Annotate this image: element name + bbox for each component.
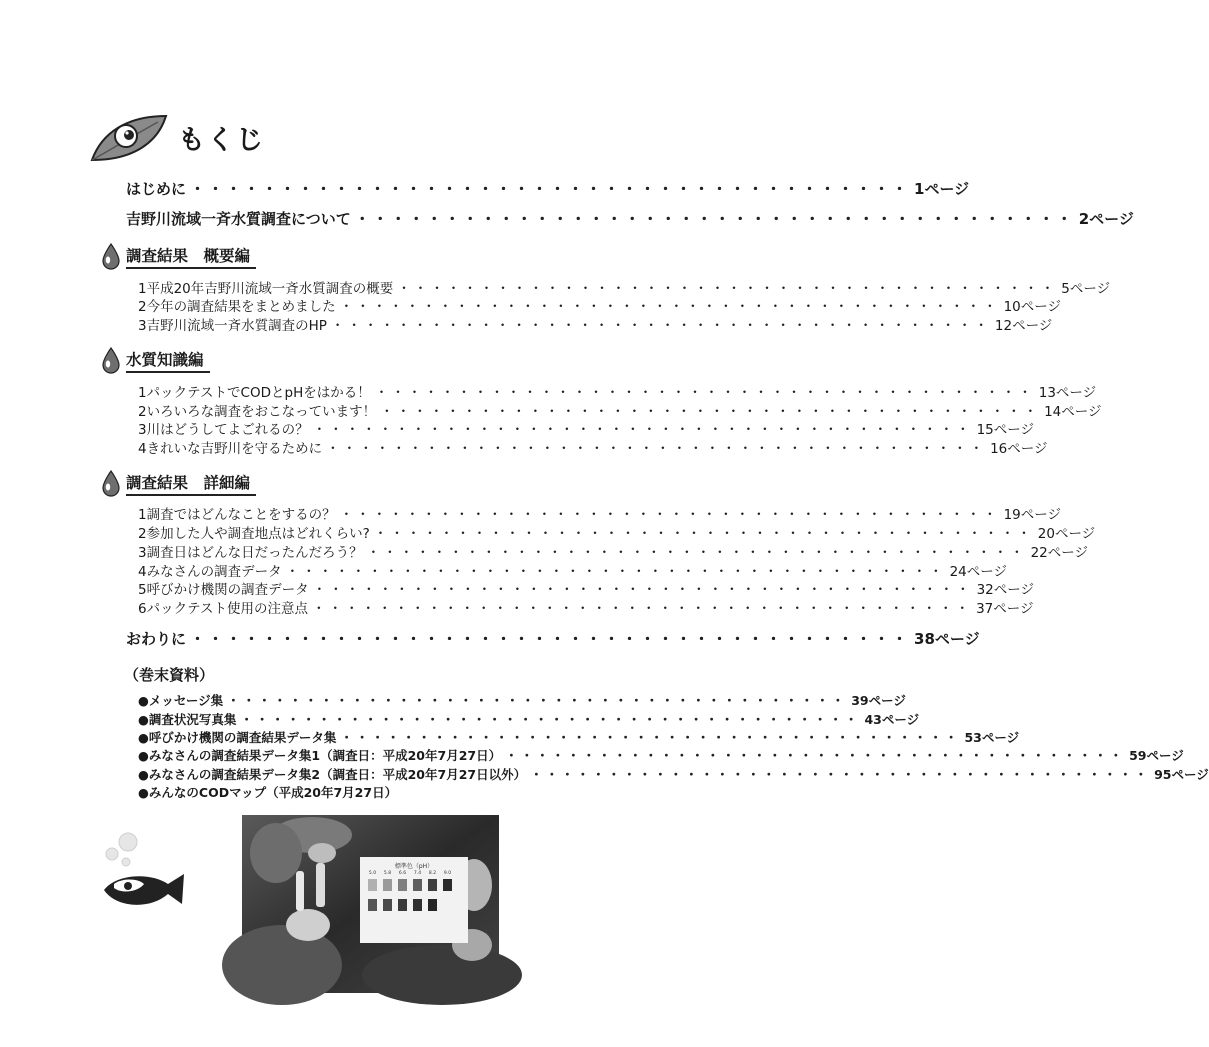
toc-label: ●みなさんの調査結果データ集1（調査日：平成20年7月27日）: [138, 748, 502, 763]
toc-label: 吉野川流域一斉水質調査のHP: [146, 318, 327, 334]
toc-page: 37ページ: [976, 601, 1034, 617]
toc-label: ●調査状況写真集: [138, 712, 237, 727]
toc-label: おわりに: [126, 630, 187, 648]
toc-page: 12ページ: [994, 318, 1053, 334]
scale-label: 8.2: [428, 871, 437, 876]
water-drop-icon: [100, 346, 122, 374]
color-swatch: [413, 879, 422, 891]
toc-label: はじめに: [126, 180, 187, 198]
toc-page: 43ページ: [864, 712, 920, 727]
leader-dots: ・・・・・・・・・・・・・・・・・・・・・・・・・・・・・・・・・・・・・・・・: [285, 564, 946, 580]
toc-label: いろいろな調査をおこなっています！: [146, 404, 377, 420]
appendix-title: （巻末資料）: [124, 666, 215, 684]
toc-page: 1ページ: [914, 180, 970, 198]
toc-page: 32ページ: [976, 582, 1035, 598]
toc-page: 13ページ: [1038, 385, 1097, 401]
toc-label: ●メッセージ集: [138, 693, 224, 708]
leader-dots: ・・・・・・・・・・・・・・・・・・・・・・・・・・・・・・・・・・・・・・・・: [326, 441, 987, 457]
color-swatch: [383, 899, 392, 911]
toc-item[interactable]: [138, 314, 1053, 334]
leader-dots: ・・・・・・・・・・・・・・・・・・・・・・・・・・・・・・・・・・・・・・・・: [505, 748, 1126, 763]
toc-page: 14ページ: [1044, 404, 1102, 420]
toc-label: 調査ではどんなことをするの？: [146, 507, 336, 523]
toc-label: パックテスト使用の注意点: [146, 601, 309, 617]
toc-label: ●みんなのCODマップ（平成20年7月27日）: [138, 785, 398, 800]
toc-label: ●呼びかけ機関の調査結果データ集: [138, 730, 337, 745]
toc-label: パックテストでCODとpHをはかる！: [146, 385, 371, 401]
toc-page: 10ページ: [1003, 299, 1062, 315]
scale-label: 5.0: [368, 871, 377, 876]
leader-dots: ・・・・・・・・・・・・・・・・・・・・・・・・・・・・・・・・・・・・・・・・: [190, 180, 911, 198]
color-swatch: [368, 879, 377, 891]
toc-entry-about[interactable]: [126, 208, 1134, 229]
item-number: 3: [138, 545, 147, 561]
leaf-eye-icon: [88, 110, 170, 166]
toc-label: 吉野川流域一斉水質調査について: [126, 210, 351, 228]
toc-label: 調査日はどんな日だったんだろう？: [146, 545, 363, 561]
toc-page: 59ページ: [1129, 748, 1184, 763]
toc-page: 15ページ: [976, 422, 1035, 438]
leader-dots: ・・・・・・・・・・・・・・・・・・・・・・・・・・・・・・・・・・・・・・・・: [339, 299, 1000, 315]
color-swatch: [398, 879, 407, 891]
section-heading-details: [100, 469, 256, 497]
toc-entry-closing[interactable]: [126, 628, 980, 649]
toc-page: 95ページ: [1154, 767, 1209, 782]
leader-dots: ・・・・・・・・・・・・・・・・・・・・・・・・・・・・・・・・・・・・・・・・: [312, 582, 973, 598]
item-number: 4: [138, 564, 147, 580]
leader-dots: ・・・・・・・・・・・・・・・・・・・・・・・・・・・・・・・・・・・・・・・・: [374, 385, 1035, 401]
toc-item[interactable]: [138, 400, 1102, 420]
toc-item[interactable]: [138, 277, 1111, 297]
color-swatch: [428, 899, 437, 911]
water-drop-icon: [100, 469, 122, 497]
toc-item[interactable]: [138, 541, 1089, 561]
toc-page: 38ページ: [914, 630, 980, 648]
item-number: 4: [138, 441, 147, 457]
toc-page: 16ページ: [990, 441, 1048, 457]
toc-page: 20ページ: [1037, 526, 1096, 542]
item-number: 5: [138, 582, 147, 598]
toc-page: 53ページ: [964, 730, 1020, 745]
toc-item[interactable]: [138, 295, 1062, 315]
toc-page: 2ページ: [1078, 210, 1134, 228]
leader-dots: ・・・・・・・・・・・・・・・・・・・・・・・・・・・・・・・・・・・・・・・・: [240, 712, 861, 727]
item-number: 3: [138, 318, 147, 334]
appendix-item[interactable]: [138, 710, 920, 728]
section-title: 調査結果 詳細編: [126, 471, 256, 496]
toc-label: ●みなさんの調査結果データ集2（調査日：平成20年7月27日以外）: [138, 767, 527, 782]
leader-dots: ・・・・・・・・・・・・・・・・・・・・・・・・・・・・・・・・・・・・・・・・: [380, 404, 1041, 420]
color-swatch: [413, 899, 422, 911]
toc-item[interactable]: [138, 578, 1035, 598]
toc-page: 19ページ: [1003, 507, 1062, 523]
appendix-item[interactable]: [138, 746, 1184, 764]
leader-dots: ・・・・・・・・・・・・・・・・・・・・・・・・・・・・・・・・・・・・・・・・: [530, 767, 1151, 782]
scale-label: 5.8: [383, 871, 392, 876]
toc-label: みなさんの調査データ: [146, 564, 282, 580]
item-number: 6: [138, 601, 147, 617]
toc-item[interactable]: [138, 560, 1008, 580]
toc-page: 5ページ: [1061, 281, 1111, 297]
ph-color-card: [360, 857, 468, 943]
leader-dots: ・・・・・・・・・・・・・・・・・・・・・・・・・・・・・・・・・・・・・・・・: [340, 730, 961, 745]
toc-page: 22ページ: [1030, 545, 1089, 561]
leader-dots: ・・・・・・・・・・・・・・・・・・・・・・・・・・・・・・・・・・・・・・・・: [312, 601, 973, 617]
toc-item[interactable]: [138, 381, 1097, 401]
leader-dots: ・・・・・・・・・・・・・・・・・・・・・・・・・・・・・・・・・・・・・・・・: [354, 210, 1075, 228]
item-number: 2: [138, 526, 147, 542]
fish-icon: [98, 832, 190, 914]
toc-label: 川はどうしてよごれるの？: [146, 422, 309, 438]
leader-dots: ・・・・・・・・・・・・・・・・・・・・・・・・・・・・・・・・・・・・・・・・: [397, 281, 1058, 297]
toc-item[interactable]: [138, 418, 1035, 438]
appendix-item[interactable]: [138, 691, 906, 709]
scale-label: 9.0: [443, 871, 452, 876]
page-title: もくじ: [178, 125, 265, 156]
item-number: 2: [138, 404, 147, 420]
item-number: 1: [138, 385, 147, 401]
toc-label: 呼びかけ機関の調査データ: [146, 582, 309, 598]
item-number: 3: [138, 422, 147, 438]
section-title: 水質知識編: [126, 348, 210, 373]
color-swatch: [443, 879, 452, 891]
toc-entry-intro[interactable]: [126, 178, 970, 199]
color-swatch: [383, 879, 392, 891]
section-heading-summary: [100, 242, 256, 270]
appendix-item[interactable]: [138, 728, 1020, 746]
item-number: 1: [138, 507, 147, 523]
appendix-item[interactable]: [138, 765, 1209, 783]
leader-dots: ・・・・・・・・・・・・・・・・・・・・・・・・・・・・・・・・・・・・・・・・: [330, 318, 991, 334]
leader-dots: ・・・・・・・・・・・・・・・・・・・・・・・・・・・・・・・・・・・・・・・・: [190, 630, 911, 648]
color-swatch: [398, 899, 407, 911]
section-heading-knowledge: [100, 346, 210, 374]
water-drop-icon: [100, 242, 122, 270]
toc-page: 24ページ: [949, 564, 1008, 580]
photo-ph-test: [242, 815, 499, 993]
scale-label: 7.4: [413, 871, 422, 876]
item-number: 1: [138, 281, 147, 297]
toc-item[interactable]: [138, 437, 1048, 457]
toc-label: 参加した人や調査地点はどれくらい?: [146, 526, 370, 542]
leader-dots: ・・・・・・・・・・・・・・・・・・・・・・・・・・・・・・・・・・・・・・・・: [227, 693, 848, 708]
section-title: 調査結果 概要編: [126, 244, 256, 269]
leader-dots: ・・・・・・・・・・・・・・・・・・・・・・・・・・・・・・・・・・・・・・・・: [366, 545, 1027, 561]
toc-item[interactable]: [138, 522, 1096, 542]
appendix-item[interactable]: [138, 783, 638, 801]
leader-dots: ・・・・・・・・・・・・・・・・・・・・・・・・・・・・・・・・・・・・・・・・: [312, 422, 973, 438]
toc-item[interactable]: [138, 597, 1034, 617]
leader-dots: ・・・・・・・・・・・・・・・・・・・・・・・・・・・・・・・・・・・・・・・・: [373, 526, 1034, 542]
color-swatch: [368, 899, 377, 911]
toc-item[interactable]: [138, 503, 1062, 523]
item-number: 2: [138, 299, 147, 315]
leader-dots: ・・・・・・・・・・・・・・・・・・・・・・・・・・・・・・・・・・・・・・・・: [339, 507, 1000, 523]
toc-page: 39ページ: [851, 693, 906, 708]
card-title: 標準色（pH）: [394, 863, 434, 870]
toc-label: 今年の調査結果をまとめました: [146, 299, 336, 315]
scale-label: 6.6: [398, 871, 407, 876]
toc-label: 平成20年吉野川流域一斉水質調査の概要: [146, 281, 394, 297]
toc-label: きれいな吉野川を守るために: [146, 441, 323, 457]
color-swatch: [428, 879, 437, 891]
